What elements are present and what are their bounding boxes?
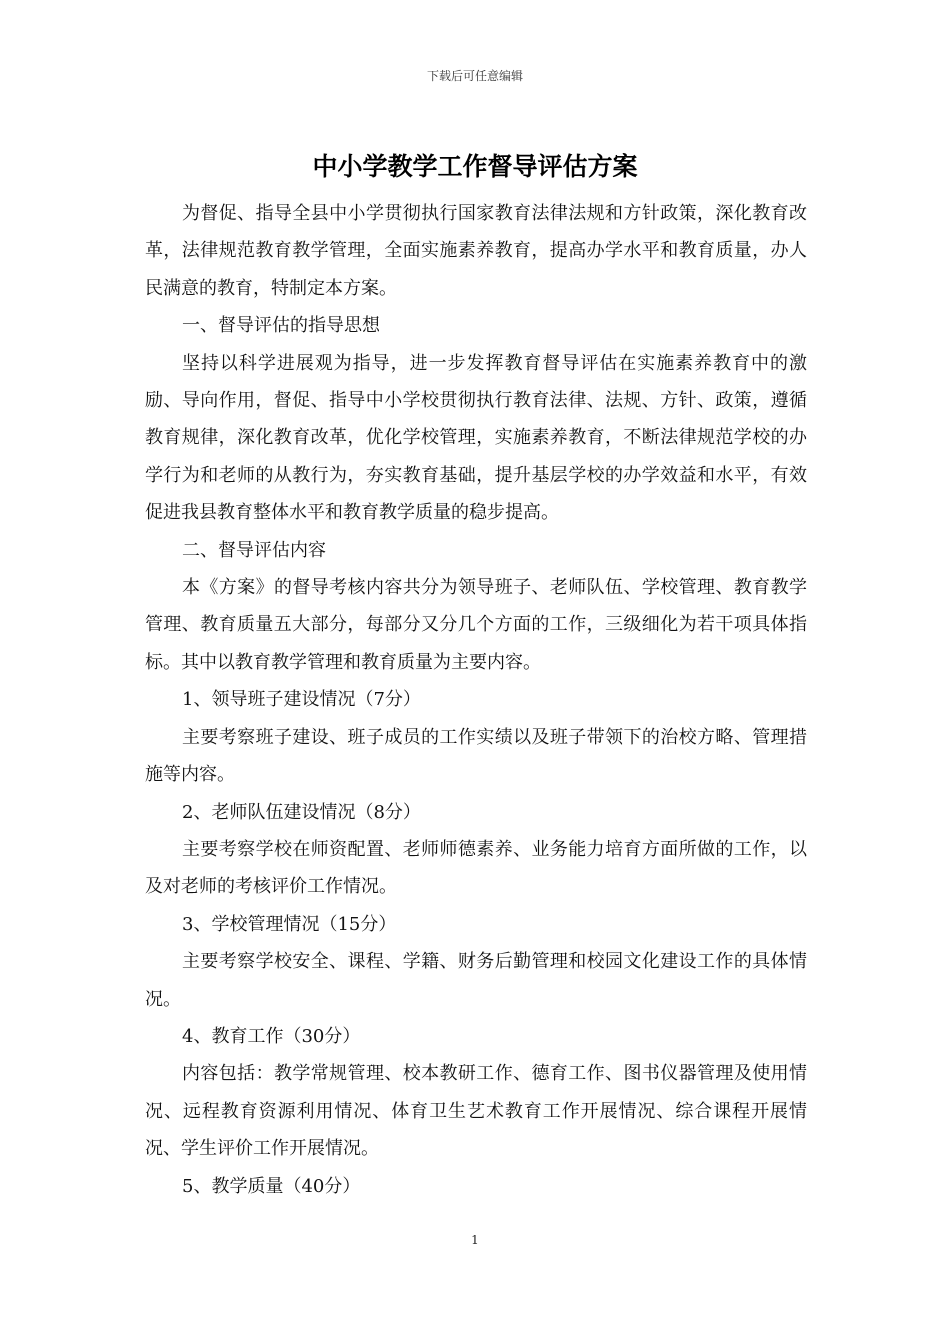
page-title: 中小学教学工作督导评估方案 xyxy=(312,152,638,181)
body-paragraph: 本《方案》的督导考核内容共分为领导班子、老师队伍、学校管理、教育教学管理、教育质量五大部分，每部分又分几个方面的工作，三级细化为若干项具体指标。其中以教育教学管理和教育质量为主要内容。 xyxy=(145,577,807,673)
body-paragraph: 主要考察班子建设、班子成员的工作实绩以及班子带领下的治校方略、管理措施等内容。 xyxy=(145,726,807,786)
intro-paragraph: 为督促、指导全县中小学贯彻执行国家教育法律法规和方针政策，深化教育改革，法律规范教育教学管理，全面实施素养教育，提高办学水平和教育质量，办人民满意的教育，特制定本方案。 xyxy=(145,203,807,299)
subsection-heading: 5、教学质量（40分） xyxy=(182,1175,361,1197)
body-paragraph: 主要考察学校在师资配置、老师师德素养、业务能力培育方面所做的工作，以及对老师的考核评价工作情况。 xyxy=(145,838,807,898)
body-paragraph: 坚持以科学进展观为指导，进一步发挥教育督导评估在实施素养教育中的激励、导向作用，督促、指导中小学校贯彻执行教育法律、法规、方针、政策，遵循教育规律，深化教育改革，优化学校管理，实施素养教育，不断法律规范学校的办学行为和老师的从教行为，夯实教育基础，提升基层学校的办学效益和水平，有效促进我县教育整体水平和教育教学质量的稳步提高。 xyxy=(145,352,807,524)
document-body xyxy=(145,195,807,1205)
section-heading: 一、督导评估的指导思想 xyxy=(182,315,380,337)
header-note: 下载后可任意编辑 xyxy=(426,69,523,83)
subsection-heading: 3、学校管理情况（15分） xyxy=(182,913,397,935)
body-paragraph: 内容包括：教学常规管理、校本教研工作、德育工作、图书仪器管理及使用情况、远程教育资源利用情况、体育卫生艺术教育工作开展情况、综合课程开展情况、学生评价工作开展情况。 xyxy=(145,1063,807,1160)
subsection-heading: 2、老师队伍建设情况（8分） xyxy=(182,801,421,823)
body-paragraph: 主要考察学校安全、课程、学籍、财务后勤管理和校园文化建设工作的具体情况。 xyxy=(145,951,807,1010)
page-number: 1 xyxy=(471,1233,479,1247)
subsection-heading: 4、教育工作（30分） xyxy=(182,1025,361,1047)
subsection-heading: 1、领导班子建设情况（7分） xyxy=(182,689,421,711)
section-heading: 二、督导评估内容 xyxy=(182,539,326,561)
